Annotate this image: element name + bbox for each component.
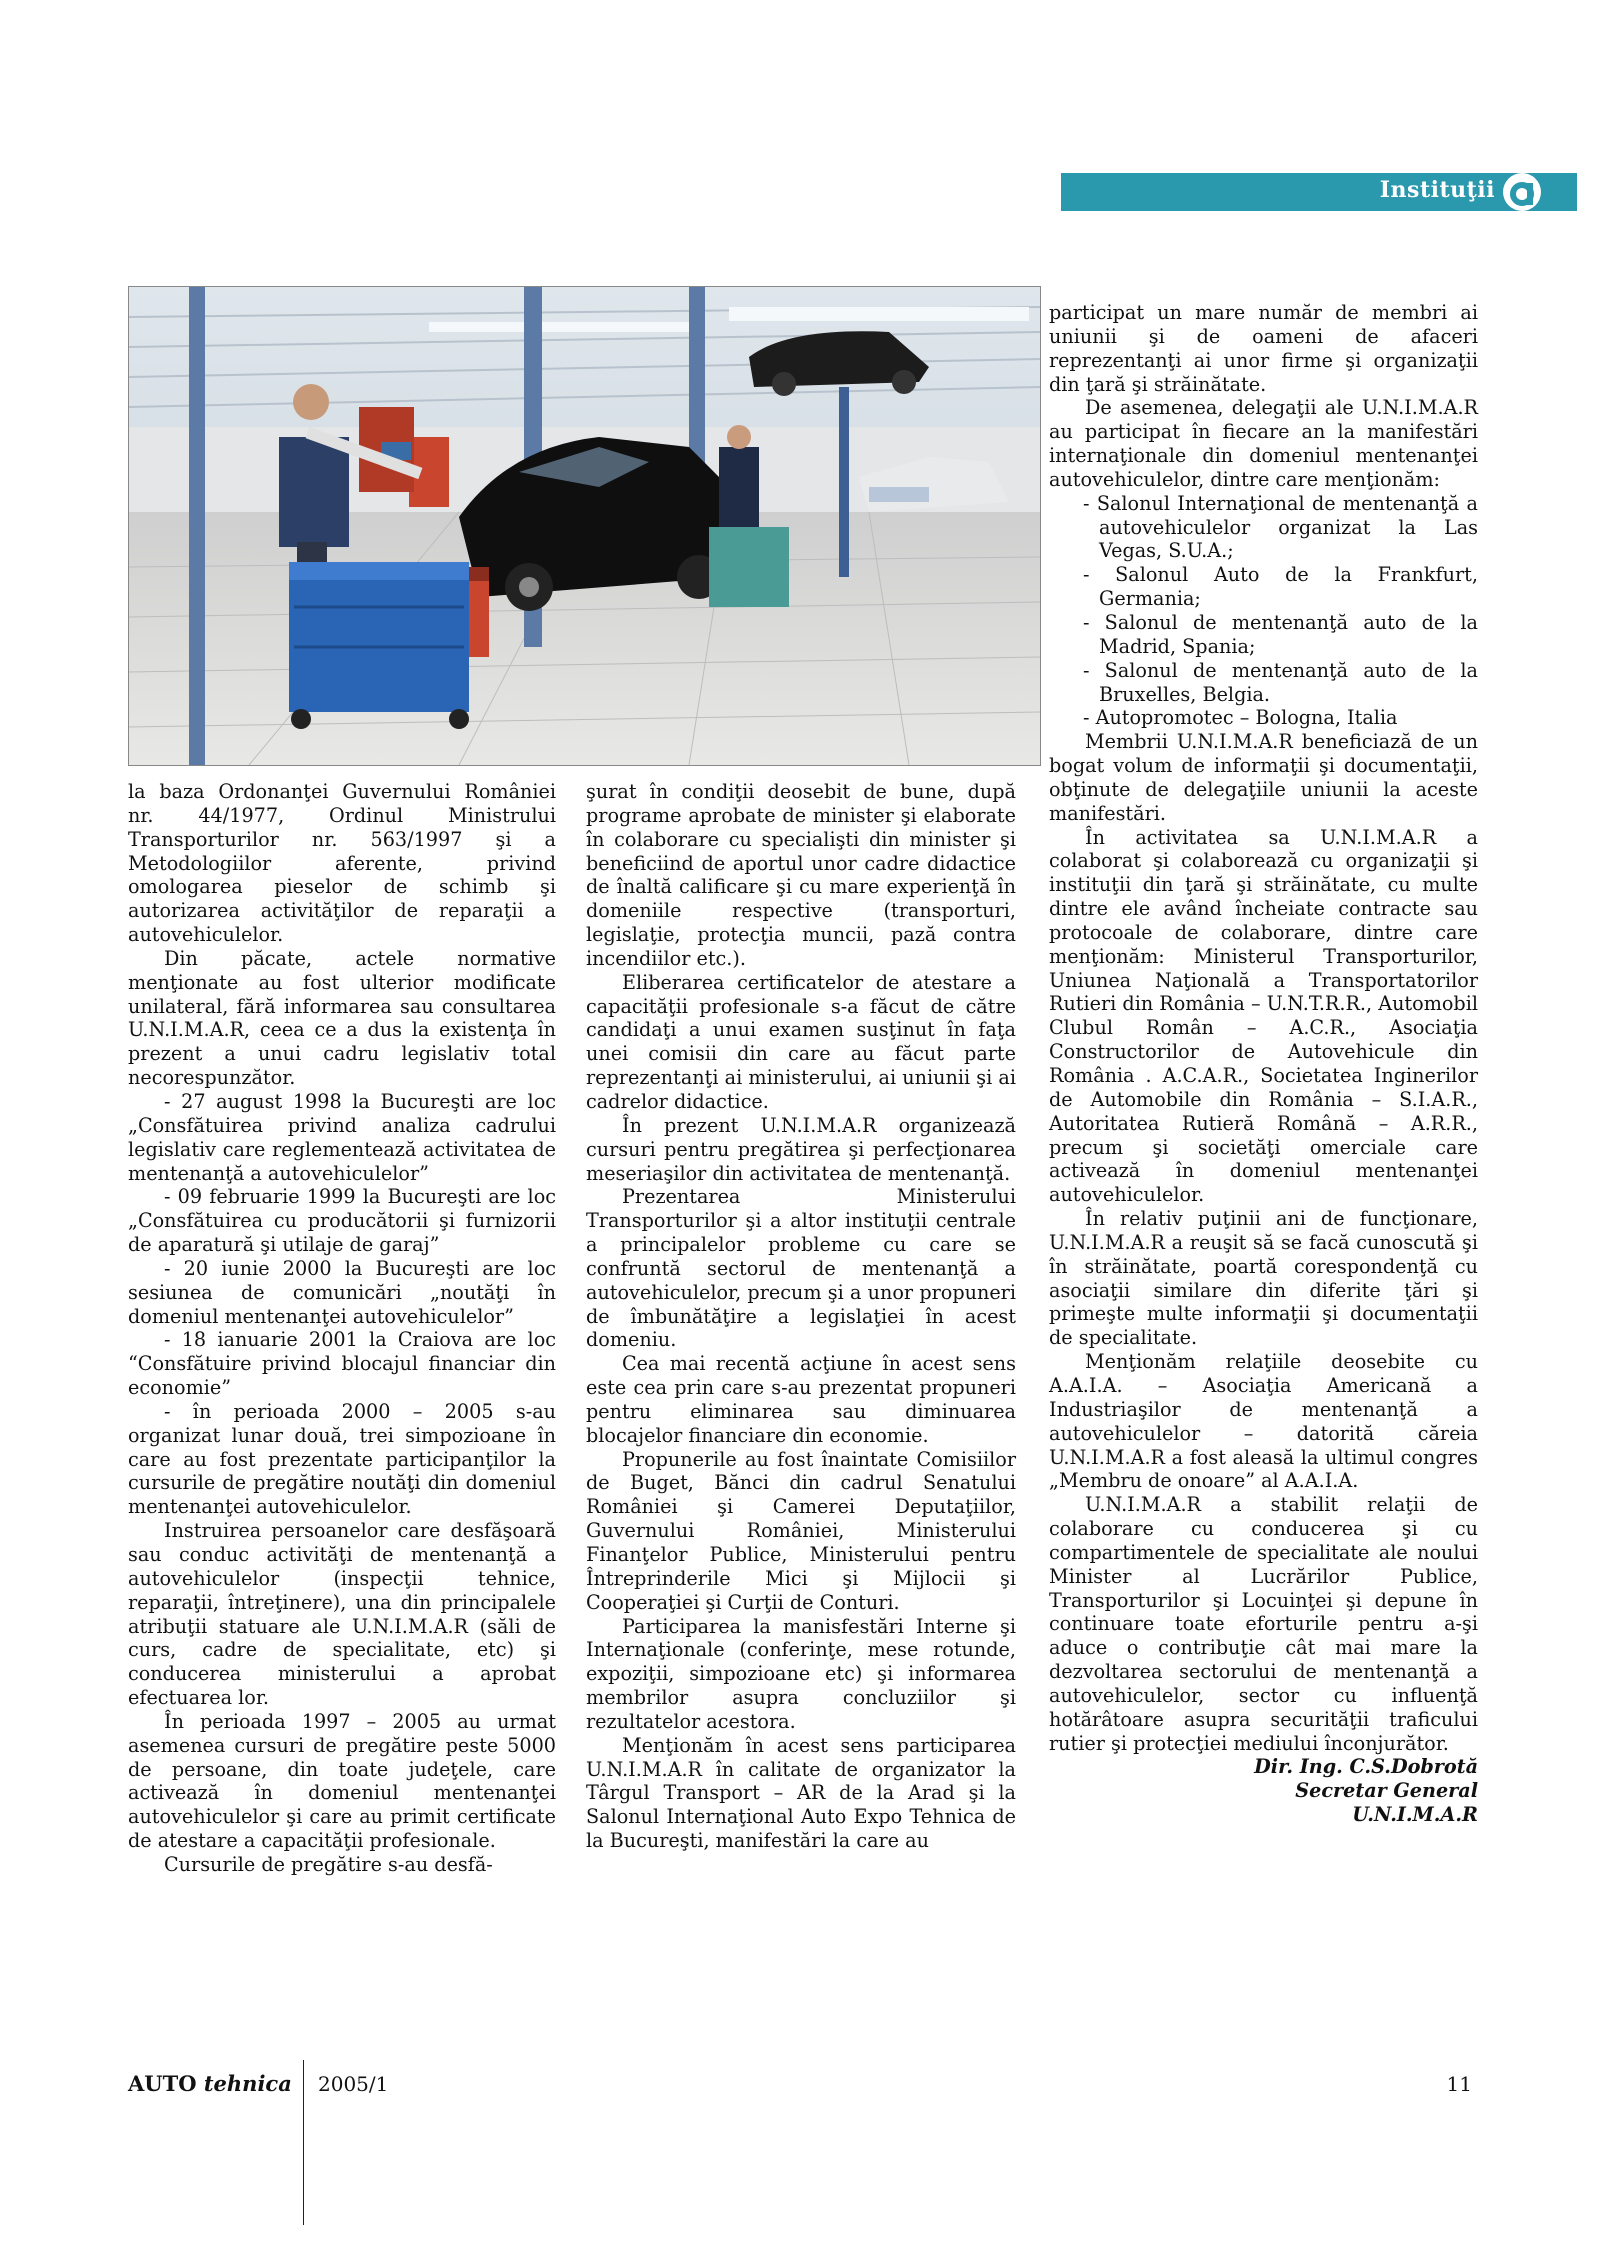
paragraph: În activitatea sa U.N.I.M.A.R a colaborat şi colaborează cu organizaţii şi instituţii din ţară şi străinătate, cu multe dintre ele având încheiate contracte sau protocoale de colaborare, dintre care menţionăm: Ministerul Transporturilor, Uniunea Naţională a Transportatorilor Rutieri din România – U.N.T.R.R., Automobil Clubul Român – A.C.R., Asociaţia Constructorilor de Autovehicule din România . A.C.A.R., Societatea Inginerilor de Automobile din România – S.I.A.R., Autoritatea Rutieră Română – A.R.R., precum şi societăţi omerciale care activează în domeniul mentenanţei autovehiculelor. bbox=[1049, 825, 1478, 1207]
paragraph: - 20 iunie 2000 la Bucureşti are loc sesiunea de comunicări „noutăţi în domeniul mentenanţei autovehiculelor” bbox=[128, 1256, 556, 1328]
signature-org: U.N.I.M.A.R bbox=[1352, 1803, 1478, 1827]
list-item: - Salonul de mentenanţă auto de la Bruxelles, Belgia. bbox=[1083, 658, 1478, 706]
paragraph: În relativ puţinii ani de funcţionare, U.N.I.M.A.R a reuşit să se facă cunoscută şi în străinătate, poartă corespondenţă cu asociaţii similare din diferite ţări şi primeşte multe informaţii şi documentaţii de specialitate. bbox=[1049, 1207, 1478, 1350]
list-item: - Salonul Internaţional de mentenanţă a autovehiculelor organizat la Las Vegas, S.U.A.; bbox=[1083, 491, 1478, 563]
paragraph: participat un mare număr de membri ai uniunii şi de oameni de afaceri reprezentanţi ai unor firme şi organizaţii din ţară şi străinătate. bbox=[1049, 301, 1478, 396]
paragraph: Din păcate, actele normative menţionate au fost ulterior modificate unilateral, fără informarea sau consultarea U.N.I.M.A.R, ceea ce a dus la existenţa în prezent a unui cadru legislativ total necorespunzător. bbox=[128, 946, 556, 1090]
workshop-photo bbox=[128, 286, 1041, 766]
paragraph: În perioada 1997 – 2005 au urmat asemenea cursuri de pregătire peste 5000 de persoane, din toate judeţele, care activează în domeniul mentenanţei autovehiculelor şi care au primit certificate de atestare a capacităţii profesionale. bbox=[128, 1709, 556, 1853]
paragraph: Cea mai recentă acţiune în acest sens este cea prin care s-au prezentat propuneri pentru eliminarea sau diminuarea blocajelor financiare din economie. bbox=[586, 1352, 1016, 1447]
workshop-illustration bbox=[129, 287, 1040, 765]
paragraph: şurat în condiţii deosebit de bune, după programe aprobate de minister şi elaborate în colaborare cu specialişti din minister şi beneficiind de aportul unor cadre didactice de înaltă calificare şi cu mare experienţă în domeniile respective (transporturi, legislaţie, protecţia muncii, pază contra incendiilor etc.). bbox=[586, 780, 1016, 970]
a-logo-icon bbox=[1501, 171, 1543, 213]
section-header-bar bbox=[1061, 173, 1577, 211]
paragraph: U.N.I.M.A.R a stabilit relaţii de colaborare cu conducerea şi cu compartimentele de specialitate ale noului Minister al Lucrărilor Publice, Transporturilor şi Locuinţei şi depune în continuare toate eforturile pentru a-şi aduce o contribuţie cât mai mare la dezvoltarea sectorului de mentenanţă a autovehiculelor, sector cu influenţă hotărâtoare asupra securităţii traficului rutier şi protecţiei mediului înconjurător. bbox=[1049, 1493, 1478, 1755]
paragraph: - în perioada 2000 – 2005 s-au organizat lunar două, trei simpozioane în care au fost prezentate participanţilor la cursurile de pregătire noutăţi din domeniul mentenanţei autovehiculelor. bbox=[128, 1399, 556, 1519]
column-3 bbox=[1049, 301, 1478, 1827]
paragraph: De asemenea, delegaţii ale U.N.I.M.A.R au participat în fiecare an la manifestări internaţionale din domeniul mentenanţei autovehiculelor, dintre care menţionăm: bbox=[1049, 396, 1478, 491]
paragraph: Eliberarea certificatelor de atestare a capacităţii profesionale s-a făcut de către candidaţi a unui examen susţinut în faţa unei comisii din care au făcut parte reprezentanţi ai ministerului, ai uniunii şi ai cadrelor didactice. bbox=[586, 970, 1016, 1113]
brand-italic: tehnica bbox=[203, 2071, 292, 2096]
paragraph: Prezentarea Ministerului Transporturilor şi a altor instituţii centrale a principalelor probleme cu care se confruntă sectorul de mentenanţă a autovehiculelor, precum şi a unor propuneri de îmbunătăţire a legislaţiei în acest domeniu. bbox=[586, 1185, 1016, 1352]
magazine-brand bbox=[128, 2071, 292, 2096]
brand-bold: AUTO bbox=[128, 2071, 197, 2096]
list-item: - Salonul de mentenanţă auto de la Madrid, Spania; bbox=[1083, 610, 1478, 658]
section-title: Instituţii bbox=[1379, 177, 1495, 203]
paragraph: - 27 august 1998 la Bucureşti are loc „Consfătuirea privind analiza cadrului legislativ care reglementează activitatea de mentenanţă a autovehiculelor” bbox=[128, 1089, 556, 1185]
paragraph: Membrii U.N.I.M.A.R beneficiază de un bogat volum de informaţii şi documentaţii, obţinute de delegaţiile uniunii la aceste manifestări. bbox=[1049, 730, 1478, 825]
paragraph: Participarea la manisfestări Interne şi Internaţionale (conferinţe, mese rotunde, expoziţii, simpozioane etc) şi informarea membrilor asupra concluziilor şi rezultatelor acestora. bbox=[586, 1614, 1016, 1733]
signature-role: Secretar General bbox=[1295, 1779, 1478, 1803]
signature-name: Dir. Ing. C.S.Dobrotă bbox=[1254, 1755, 1478, 1779]
paragraph: la baza Ordonanţei Guvernului României nr. 44/1977, Ordinul Ministrului Transporturilor nr. 563/1997 şi a Metodologiilor aferente, privind omologarea pieselor de schimb şi autorizarea activităţilor de reparaţii a autovehiculelor. bbox=[128, 780, 556, 947]
paragraph: Instruirea persoanelor care desfăşoară sau conduc activităţi de mentenanţă a autovehiculelor (inspecţii tehnice, reparaţii, întreţinere), una din principalele atribuţii statuare ale U.N.I.M.A.R (săli de curs, cadre de specialitate, etc) şi conducerea ministerului a aprobat efectuarea lor. bbox=[128, 1519, 556, 1710]
paragraph: Cursurile de pregătire s-au desfă- bbox=[164, 1852, 493, 1876]
page-footer bbox=[0, 2071, 1600, 2101]
list-item: - Autopromotec – Bologna, Italia bbox=[1083, 706, 1398, 730]
paragraph: - 18 ianuarie 2001 la Craiova are loc “Consfătuire privind blocajul financiar din economie” bbox=[128, 1328, 556, 1400]
paragraph: În prezent U.N.I.M.A.R organizează cursuri pentru pregătirea şi perfecţionarea meseriaşilor din activitatea de mentenanţă. bbox=[586, 1113, 1016, 1185]
paragraph: Propunerile au fost înaintate Comisiilor de Buget, Bănci din cadrul Senatului României şi Camerei Deputaţiilor, Guvernului României, Ministerului Finanţelor Publice, Ministerului pentru Întreprinderile Mici şi Mijlocii şi Cooperaţiei şi Curţii de Conturi. bbox=[586, 1447, 1016, 1614]
paragraph: - 09 februarie 1999 la Bucureşti are loc „Consfătuirea cu producătorii şi furnizorii de aparatură şi utilaje de garaj” bbox=[128, 1185, 556, 1257]
column-2 bbox=[586, 780, 1016, 1853]
paragraph: Menţionăm relaţiile deosebite cu A.A.I.A. – Asociaţia Americană a Industriaşilor de mentenanţă a autovehiculelor – datorită căreia U.N.I.M.A.R a fost aleasă la ultimul congres „Membru de onoare” al A.A.I.A. bbox=[1049, 1350, 1478, 1493]
column-1 bbox=[128, 780, 556, 1877]
list-item: - Salonul Auto de la Frankfurt, Germania; bbox=[1083, 563, 1478, 611]
paragraph: Menţionăm în acest sens participarea U.N.I.M.A.R în calitate de organizator la Târgul Transport – AR de la Arad şi la Salonul Internaţional Auto Expo Tehnica de la Bucureşti, manifestări la care au bbox=[586, 1733, 1016, 1853]
page-number: 11 bbox=[1446, 2072, 1472, 2096]
issue-number: 2005/1 bbox=[318, 2072, 389, 2096]
